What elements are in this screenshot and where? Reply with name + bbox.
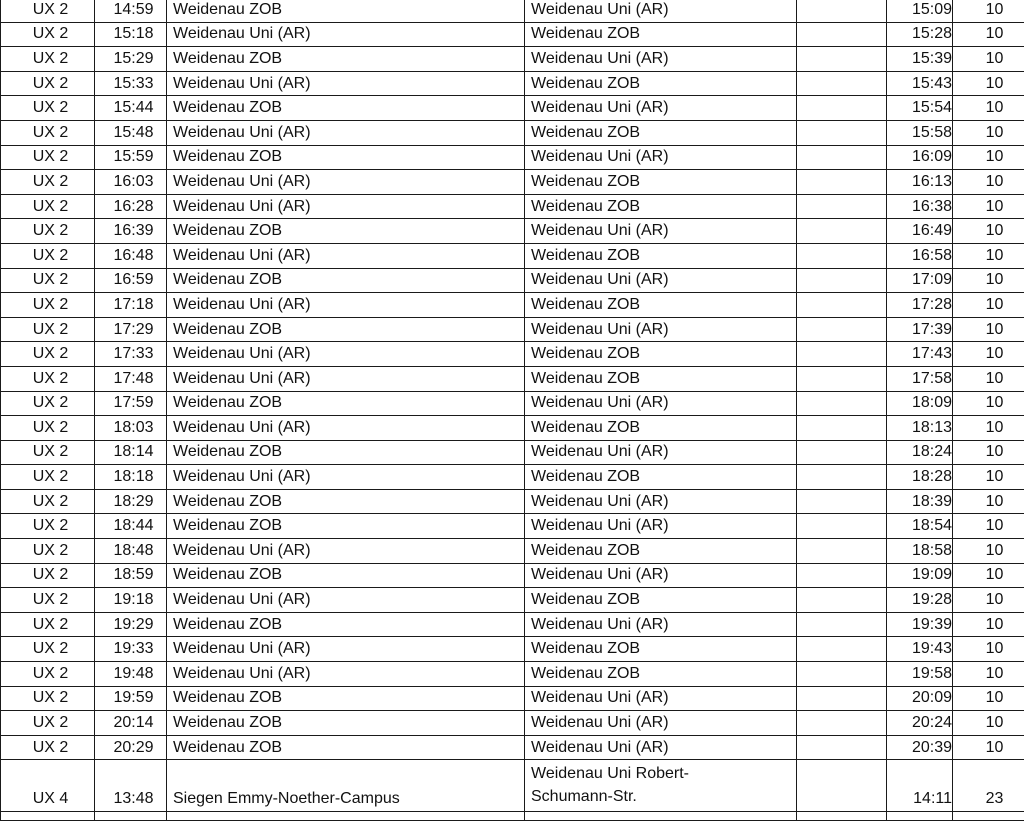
cell-to: Weidenau Uni (AR) <box>525 47 797 72</box>
cell-departure: 15:59 <box>95 145 167 170</box>
cell-arrival: 18:09 <box>887 391 953 416</box>
cell-blank <box>797 489 887 514</box>
cell-duration: 10 <box>953 711 1024 736</box>
cell-line: UX 2 <box>1 588 95 613</box>
cell-line: UX 2 <box>1 637 95 662</box>
cell-from: Weidenau Uni (AR) <box>167 120 525 145</box>
cell-empty <box>95 812 167 821</box>
cell-duration: 10 <box>953 563 1024 588</box>
cell-departure: 17:29 <box>95 317 167 342</box>
table-row <box>1 219 1024 244</box>
cell-blank <box>797 96 887 121</box>
cell-departure: 18:48 <box>95 539 167 564</box>
cell-line: UX 4 <box>1 760 95 812</box>
cell-departure: 15:33 <box>95 71 167 96</box>
cell-departure: 17:18 <box>95 293 167 318</box>
cell-line: UX 2 <box>1 489 95 514</box>
cell-to <box>525 760 797 812</box>
cell-blank <box>797 588 887 613</box>
cell-arrival: 15:54 <box>887 96 953 121</box>
cell-duration: 10 <box>953 317 1024 342</box>
cell-duration: 23 <box>953 760 1024 812</box>
cell-blank <box>797 170 887 195</box>
cell-duration: 10 <box>953 342 1024 367</box>
cell-arrival: 17:39 <box>887 317 953 342</box>
cell-line: UX 2 <box>1 465 95 490</box>
cell-to: Weidenau Uni (AR) <box>525 0 797 22</box>
cell-duration: 10 <box>953 465 1024 490</box>
cell-from: Weidenau ZOB <box>167 145 525 170</box>
cell-duration: 10 <box>953 96 1024 121</box>
cell-blank <box>797 760 887 812</box>
cell-departure: 20:14 <box>95 711 167 736</box>
table-row <box>1 735 1024 760</box>
cell-departure: 16:48 <box>95 243 167 268</box>
cell-to: Weidenau ZOB <box>525 416 797 441</box>
cell-duration: 10 <box>953 293 1024 318</box>
cell-blank <box>797 391 887 416</box>
cell-to: Weidenau ZOB <box>525 342 797 367</box>
cell-duration: 10 <box>953 243 1024 268</box>
table-row <box>1 71 1024 96</box>
cell-to: Weidenau ZOB <box>525 71 797 96</box>
cell-line: UX 2 <box>1 268 95 293</box>
cell-duration: 10 <box>953 440 1024 465</box>
cell-line: UX 2 <box>1 22 95 47</box>
cell-to: Weidenau Uni (AR) <box>525 735 797 760</box>
cell-from: Weidenau ZOB <box>167 735 525 760</box>
cell-arrival: 19:58 <box>887 662 953 687</box>
table-row <box>1 588 1024 613</box>
cell-line: UX 2 <box>1 391 95 416</box>
cell-arrival: 17:43 <box>887 342 953 367</box>
cell-to: Weidenau Uni (AR) <box>525 219 797 244</box>
cell-departure: 19:48 <box>95 662 167 687</box>
cell-departure: 15:48 <box>95 120 167 145</box>
cell-departure: 15:44 <box>95 96 167 121</box>
cell-departure: 19:33 <box>95 637 167 662</box>
table-row <box>1 440 1024 465</box>
cell-empty <box>167 812 525 821</box>
cell-to: Weidenau ZOB <box>525 539 797 564</box>
cell-duration: 10 <box>953 219 1024 244</box>
cell-duration: 10 <box>953 514 1024 539</box>
cell-arrival: 17:28 <box>887 293 953 318</box>
cell-from: Weidenau ZOB <box>167 219 525 244</box>
cell-line: UX 2 <box>1 194 95 219</box>
cell-to: Weidenau Uni (AR) <box>525 686 797 711</box>
cell-duration: 10 <box>953 120 1024 145</box>
cell-to: Weidenau ZOB <box>525 662 797 687</box>
cell-to: Weidenau Uni (AR) <box>525 489 797 514</box>
cell-to: Weidenau ZOB <box>525 293 797 318</box>
cell-duration: 10 <box>953 366 1024 391</box>
cell-from: Weidenau Uni (AR) <box>167 366 525 391</box>
cell-to: Weidenau ZOB <box>525 120 797 145</box>
cell-departure: 19:29 <box>95 612 167 637</box>
cell-arrival: 19:39 <box>887 612 953 637</box>
cell-line: UX 2 <box>1 71 95 96</box>
cell-from: Weidenau ZOB <box>167 96 525 121</box>
cell-blank <box>797 317 887 342</box>
cell-blank <box>797 465 887 490</box>
cell-from: Siegen Emmy-Noether-Campus <box>167 760 525 812</box>
table-row <box>1 293 1024 318</box>
cell-line: UX 2 <box>1 0 95 22</box>
cell-line: UX 2 <box>1 145 95 170</box>
cell-to: Weidenau Uni (AR) <box>525 711 797 736</box>
cell-arrival: 20:24 <box>887 711 953 736</box>
cell-from: Weidenau ZOB <box>167 0 525 22</box>
cell-to: Weidenau Uni (AR) <box>525 317 797 342</box>
cell-line: UX 2 <box>1 686 95 711</box>
cell-from: Weidenau ZOB <box>167 563 525 588</box>
table-row <box>1 342 1024 367</box>
cell-to: Weidenau Uni (AR) <box>525 563 797 588</box>
cell-to-line1: Weidenau Uni Robert- <box>531 765 689 782</box>
cell-from: Weidenau ZOB <box>167 317 525 342</box>
table-row-partial <box>1 812 1024 821</box>
cell-from: Weidenau ZOB <box>167 440 525 465</box>
cell-from: Weidenau Uni (AR) <box>167 637 525 662</box>
cell-arrival: 16:09 <box>887 145 953 170</box>
cell-from: Weidenau Uni (AR) <box>167 293 525 318</box>
cell-blank <box>797 735 887 760</box>
table-row <box>1 120 1024 145</box>
cell-from: Weidenau ZOB <box>167 514 525 539</box>
cell-departure: 16:39 <box>95 219 167 244</box>
cell-blank <box>797 539 887 564</box>
cell-arrival: 17:09 <box>887 268 953 293</box>
cell-line: UX 2 <box>1 612 95 637</box>
table-row <box>1 514 1024 539</box>
cell-duration: 10 <box>953 71 1024 96</box>
cell-arrival: 15:43 <box>887 71 953 96</box>
cell-departure: 17:48 <box>95 366 167 391</box>
cell-from: Weidenau ZOB <box>167 686 525 711</box>
cell-line: UX 2 <box>1 170 95 195</box>
cell-from: Weidenau ZOB <box>167 612 525 637</box>
cell-arrival: 19:28 <box>887 588 953 613</box>
cell-line: UX 2 <box>1 416 95 441</box>
table-row <box>1 145 1024 170</box>
table-row <box>1 170 1024 195</box>
cell-to: Weidenau Uni (AR) <box>525 145 797 170</box>
table-row <box>1 268 1024 293</box>
cell-arrival: 18:54 <box>887 514 953 539</box>
cell-to: Weidenau ZOB <box>525 194 797 219</box>
cell-line: UX 2 <box>1 243 95 268</box>
cell-blank <box>797 120 887 145</box>
cell-duration: 10 <box>953 47 1024 72</box>
cell-departure: 18:03 <box>95 416 167 441</box>
table-row <box>1 194 1024 219</box>
cell-arrival: 16:58 <box>887 243 953 268</box>
cell-empty <box>953 812 1024 821</box>
cell-blank <box>797 47 887 72</box>
cell-blank <box>797 514 887 539</box>
cell-departure: 17:59 <box>95 391 167 416</box>
cell-duration: 10 <box>953 0 1024 22</box>
cell-blank <box>797 440 887 465</box>
cell-duration: 10 <box>953 662 1024 687</box>
cell-arrival: 16:49 <box>887 219 953 244</box>
cell-duration: 10 <box>953 489 1024 514</box>
cell-duration: 10 <box>953 268 1024 293</box>
cell-empty <box>525 812 797 821</box>
cell-arrival: 18:28 <box>887 465 953 490</box>
cell-from: Weidenau Uni (AR) <box>167 539 525 564</box>
cell-from: Weidenau Uni (AR) <box>167 194 525 219</box>
cell-line: UX 2 <box>1 539 95 564</box>
cell-from: Weidenau Uni (AR) <box>167 342 525 367</box>
cell-line: UX 2 <box>1 735 95 760</box>
cell-duration: 10 <box>953 637 1024 662</box>
cell-arrival: 20:09 <box>887 686 953 711</box>
cell-departure: 13:48 <box>95 760 167 812</box>
table-row <box>1 612 1024 637</box>
cell-line: UX 2 <box>1 219 95 244</box>
cell-departure: 17:33 <box>95 342 167 367</box>
cell-from: Weidenau Uni (AR) <box>167 170 525 195</box>
table-row <box>1 96 1024 121</box>
cell-departure: 16:59 <box>95 268 167 293</box>
cell-from: Weidenau Uni (AR) <box>167 465 525 490</box>
cell-to: Weidenau Uni (AR) <box>525 440 797 465</box>
timetable-body <box>1 0 1024 760</box>
cell-arrival: 15:28 <box>887 22 953 47</box>
cell-from: Weidenau ZOB <box>167 711 525 736</box>
cell-duration: 10 <box>953 145 1024 170</box>
table-row <box>1 465 1024 490</box>
cell-from: Weidenau Uni (AR) <box>167 588 525 613</box>
table-row <box>1 686 1024 711</box>
cell-blank <box>797 243 887 268</box>
cell-departure: 15:29 <box>95 47 167 72</box>
cell-blank <box>797 637 887 662</box>
table-row <box>1 711 1024 736</box>
cell-blank <box>797 686 887 711</box>
cell-blank <box>797 145 887 170</box>
table-row <box>1 47 1024 72</box>
cell-duration: 10 <box>953 735 1024 760</box>
cell-duration: 10 <box>953 416 1024 441</box>
cell-departure: 15:18 <box>95 22 167 47</box>
table-row <box>1 416 1024 441</box>
cell-arrival: 14:11 <box>887 760 953 812</box>
cell-blank <box>797 22 887 47</box>
cell-arrival: 19:43 <box>887 637 953 662</box>
cell-arrival: 18:58 <box>887 539 953 564</box>
cell-arrival: 18:39 <box>887 489 953 514</box>
table-row <box>1 489 1024 514</box>
cell-departure: 18:59 <box>95 563 167 588</box>
cell-empty <box>1 812 95 821</box>
cell-line: UX 2 <box>1 317 95 342</box>
cell-empty <box>887 812 953 821</box>
cell-from: Weidenau ZOB <box>167 489 525 514</box>
cell-line: UX 2 <box>1 47 95 72</box>
cell-arrival: 16:13 <box>887 170 953 195</box>
cell-to: Weidenau ZOB <box>525 22 797 47</box>
cell-departure: 18:14 <box>95 440 167 465</box>
cell-duration: 10 <box>953 588 1024 613</box>
cell-departure: 20:29 <box>95 735 167 760</box>
table-row <box>1 563 1024 588</box>
cell-arrival: 19:09 <box>887 563 953 588</box>
cell-blank <box>797 342 887 367</box>
table-row <box>1 366 1024 391</box>
cell-to: Weidenau ZOB <box>525 465 797 490</box>
cell-line: UX 2 <box>1 711 95 736</box>
cell-duration: 10 <box>953 686 1024 711</box>
cell-from: Weidenau Uni (AR) <box>167 416 525 441</box>
cell-blank <box>797 662 887 687</box>
cell-arrival: 16:38 <box>887 194 953 219</box>
cell-blank <box>797 366 887 391</box>
cell-blank <box>797 711 887 736</box>
cell-line: UX 2 <box>1 514 95 539</box>
cell-blank <box>797 563 887 588</box>
cell-arrival: 15:09 <box>887 0 953 22</box>
cell-duration: 10 <box>953 539 1024 564</box>
cell-duration: 10 <box>953 391 1024 416</box>
cell-to: Weidenau ZOB <box>525 588 797 613</box>
cell-blank <box>797 71 887 96</box>
table-row <box>1 317 1024 342</box>
cell-from: Weidenau Uni (AR) <box>167 243 525 268</box>
table-row <box>1 662 1024 687</box>
cell-from: Weidenau ZOB <box>167 47 525 72</box>
cell-blank <box>797 219 887 244</box>
cell-from: Weidenau Uni (AR) <box>167 22 525 47</box>
cell-blank <box>797 268 887 293</box>
table-row <box>1 243 1024 268</box>
cell-departure: 19:59 <box>95 686 167 711</box>
cell-line: UX 2 <box>1 662 95 687</box>
cell-departure: 18:29 <box>95 489 167 514</box>
cell-duration: 10 <box>953 170 1024 195</box>
table-row <box>1 22 1024 47</box>
cell-departure: 16:28 <box>95 194 167 219</box>
cell-line: UX 2 <box>1 440 95 465</box>
cell-arrival: 15:39 <box>887 47 953 72</box>
cell-departure: 19:18 <box>95 588 167 613</box>
cell-blank <box>797 0 887 22</box>
cell-line: UX 2 <box>1 96 95 121</box>
cell-to: Weidenau Uni (AR) <box>525 514 797 539</box>
cell-to: Weidenau ZOB <box>525 170 797 195</box>
cell-from: Weidenau ZOB <box>167 391 525 416</box>
table-row <box>1 760 1024 812</box>
cell-arrival: 18:13 <box>887 416 953 441</box>
cell-line: UX 2 <box>1 293 95 318</box>
cell-arrival: 18:24 <box>887 440 953 465</box>
cell-from: Weidenau ZOB <box>167 268 525 293</box>
cell-blank <box>797 416 887 441</box>
cell-from: Weidenau Uni (AR) <box>167 662 525 687</box>
cell-arrival: 20:39 <box>887 735 953 760</box>
cell-departure: 18:44 <box>95 514 167 539</box>
table-row <box>1 391 1024 416</box>
cell-to: Weidenau Uni (AR) <box>525 391 797 416</box>
cell-to: Weidenau ZOB <box>525 243 797 268</box>
table-row <box>1 539 1024 564</box>
cell-to: Weidenau ZOB <box>525 366 797 391</box>
cell-line: UX 2 <box>1 366 95 391</box>
cell-duration: 10 <box>953 22 1024 47</box>
cell-blank <box>797 194 887 219</box>
cell-departure: 18:18 <box>95 465 167 490</box>
cell-to: Weidenau Uni (AR) <box>525 612 797 637</box>
cell-line: UX 2 <box>1 120 95 145</box>
cell-from: Weidenau Uni (AR) <box>167 71 525 96</box>
cell-line: UX 2 <box>1 563 95 588</box>
cell-to: Weidenau ZOB <box>525 637 797 662</box>
cell-duration: 10 <box>953 194 1024 219</box>
cell-blank <box>797 612 887 637</box>
cell-arrival: 15:58 <box>887 120 953 145</box>
cell-departure: 14:59 <box>95 0 167 22</box>
cell-line: UX 2 <box>1 342 95 367</box>
cell-duration: 10 <box>953 612 1024 637</box>
table-row <box>1 0 1024 22</box>
cell-blank <box>797 293 887 318</box>
cell-to-line2: Schumann-Str. <box>531 788 637 805</box>
cell-departure: 16:03 <box>95 170 167 195</box>
cell-to: Weidenau Uni (AR) <box>525 268 797 293</box>
cell-empty <box>797 812 887 821</box>
cell-to: Weidenau Uni (AR) <box>525 96 797 121</box>
table-row <box>1 637 1024 662</box>
cell-arrival: 17:58 <box>887 366 953 391</box>
